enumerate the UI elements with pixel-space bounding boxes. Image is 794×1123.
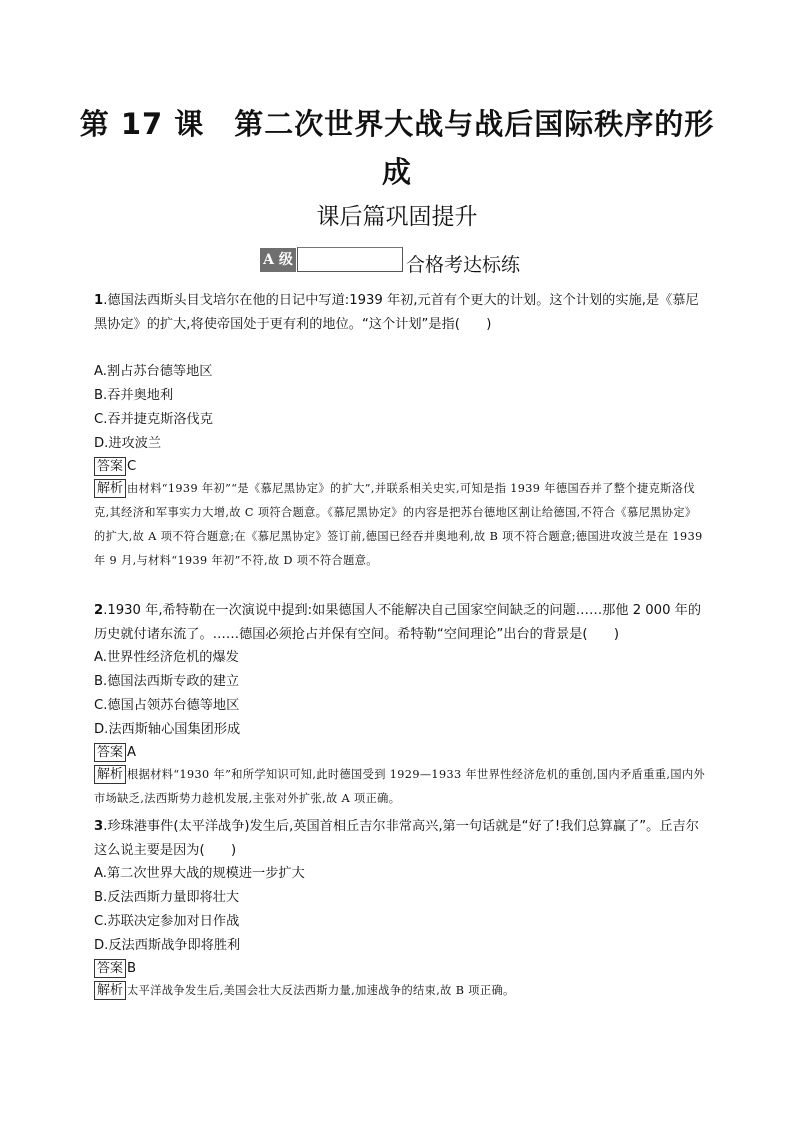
answer-value: A xyxy=(127,745,137,760)
analysis-text: 太平洋战争发生后,美国会壮大反法西斯力量,加速战争的结束,故 B 项正确。 xyxy=(127,984,515,997)
option-c: C.苏联决定参加对日作战 xyxy=(94,914,240,929)
page-title: 第 17 课 第二次世界大战与战后国际秩序的形成 xyxy=(79,107,715,189)
option-d: D.反法西斯战争即将胜利 xyxy=(94,938,241,953)
option-b: B.反法西斯力量即将壮大 xyxy=(94,890,240,905)
option-a: A.第二次世界大战的规模进一步扩大 xyxy=(94,866,305,881)
question-number: 2 xyxy=(94,603,104,618)
analysis-row xyxy=(94,477,706,573)
level-badge: A 级 xyxy=(260,248,296,272)
answer-row xyxy=(94,958,706,979)
analysis-tag: 解析 xyxy=(94,981,126,1000)
answer-tag: 答案 xyxy=(94,743,126,762)
question-number: 3 xyxy=(94,819,104,834)
answer-tag: 答案 xyxy=(94,457,126,476)
analysis-tag: 解析 xyxy=(94,479,126,498)
analysis-row xyxy=(94,979,706,1003)
answer-tag: 答案 xyxy=(94,959,126,978)
question-number: 1 xyxy=(94,293,104,308)
question-stem: 3.珍珠港事件(太平洋战争)发生后,英国首相丘吉尔非常高兴,第一句话就是“好了!我们总算赢了”。丘吉尔这么说主要是因为( ) xyxy=(94,819,699,858)
analysis-text: 由材料“1939 年初”“是《慕尼黑协定》的扩大”,并联系相关史实,可知是指 1939 年德国吞并了整个捷克斯洛伐克,其经济和军事实力大增,故 C 项符合题意。《慕尼黑协定》的内容是把苏台德地区割让给德国,不符合《慕尼黑协定》的扩大,故 A 项不符合题意;在《慕尼黑协定》签订前,德国已经吞并奥地利,故 B 项不符合题意;德国进攻波兰是在 1939 年 9 月,与材料“1939 年初”不符,故 D 项不符合题意。 xyxy=(94,482,703,567)
option-b: B.德国法西斯专政的建立 xyxy=(94,674,240,689)
question-1 xyxy=(94,289,706,573)
analysis-row xyxy=(94,763,706,811)
option-d: D.进攻波兰 xyxy=(94,436,162,451)
option-a: A.割占苏台德等地区 xyxy=(94,364,213,379)
answer-row xyxy=(94,742,706,763)
option-c: C.吞并捷克斯洛伐克 xyxy=(94,412,213,427)
option-a: A.世界性经济危机的爆发 xyxy=(94,650,239,665)
answer-value: C xyxy=(127,459,137,474)
level-label-box xyxy=(297,247,403,272)
answer-row xyxy=(94,456,706,477)
option-b: B.吞并奥地利 xyxy=(94,388,174,403)
question-3 xyxy=(94,815,706,1003)
option-d: D.法西斯轴心国集团形成 xyxy=(94,722,241,737)
analysis-text: 根据材料“1930 年”和所学知识可知,此时德国受到 1929—1933 年世界性经济危机的重创,国内矛盾重重,国内外市场缺乏,法西斯势力趁机发展,主张对外扩张,故 A 项正确。 xyxy=(94,768,706,805)
level-label: 合格考达标练 xyxy=(406,254,521,276)
question-stem: 1.德国法西斯头目戈培尔在他的日记中写道:1939 年初,元首有个更大的计划。这个计划的实施,是《慕尼黑协定》的扩大,将使帝国处于更有利的地位。“这个计划”是指( ) xyxy=(94,293,699,332)
option-c: C.德国占领苏台德等地区 xyxy=(94,698,240,713)
answer-value: B xyxy=(127,961,137,976)
analysis-tag: 解析 xyxy=(94,765,126,784)
question-2 xyxy=(94,599,706,811)
question-stem: 2.1930 年,希特勒在一次演说中提到:如果德国人不能解决自己国家空间缺乏的问题……那他 2 000 年的历史就付诸东流了。……德国必须抢占并保有空间。希特勒“空间理论”出台的背景是( ) xyxy=(94,603,702,642)
section-subtitle: 课后篇巩固提升 xyxy=(316,204,478,230)
